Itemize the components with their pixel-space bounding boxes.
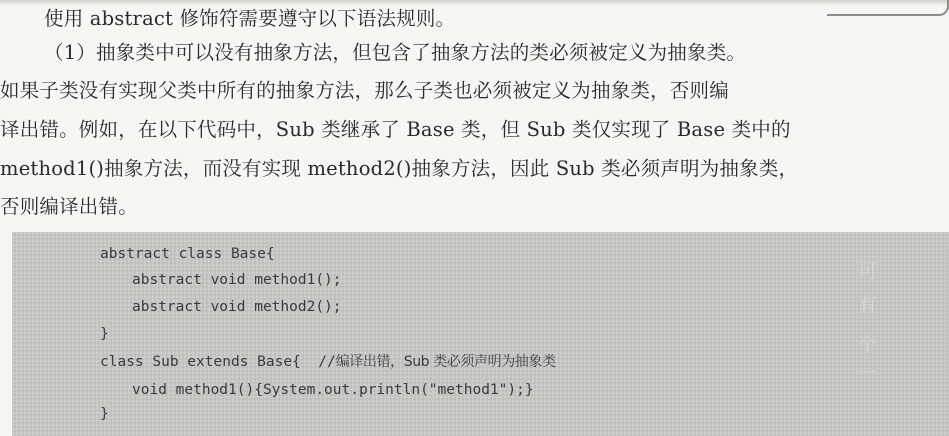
code-line-class-sub bbox=[100, 352, 556, 372]
rule-1-line-5: 否则编译出错。 bbox=[0, 195, 138, 218]
paragraph-intro: 使用 abstract 修饰符需要遵守以下语法规则。 bbox=[44, 7, 456, 30]
bleed-through-text: 可 bbox=[858, 260, 878, 282]
code-line-close-sub: } bbox=[100, 406, 109, 422]
code-line-method2-declaration: abstract void method2(); bbox=[132, 299, 342, 315]
bleed-through-text: 有 bbox=[858, 294, 878, 316]
code-block bbox=[12, 232, 949, 436]
code-line-method1-impl: void method1(){System.out.println("method1");} bbox=[132, 382, 534, 398]
code-class-sub: class Sub extends Base{ // bbox=[100, 354, 336, 370]
code-line-class-base: abstract class Base{ bbox=[100, 246, 275, 262]
rule-1-line-1: （1）抽象类中可以没有抽象方法，但包含了抽象方法的类必须被定义为抽象类。 bbox=[44, 41, 747, 64]
rule-1-line-3: 译出错。例如，在以下代码中，Sub 类继承了 Base 类，但 Sub 类仅实现了 Base 类中的 bbox=[0, 118, 791, 141]
code-line-method1-declaration: abstract void method1(); bbox=[132, 272, 342, 288]
bleed-through-text: 一 bbox=[858, 362, 878, 384]
code-comment: 编译出错，Sub 类必须声明为抽象类 bbox=[335, 354, 556, 370]
code-line-close-base: } bbox=[100, 326, 109, 342]
bleed-through-text: 个 bbox=[858, 334, 878, 356]
rule-1-line-2: 如果子类没有实现父类中所有的抽象方法，那么子类也必须被定义为抽象类，否则编 bbox=[0, 79, 729, 102]
rule-1-line-4: method1()抽象方法，而没有实现 method2()抽象方法，因此 Sub 类必须声明为抽象类， bbox=[0, 157, 799, 180]
